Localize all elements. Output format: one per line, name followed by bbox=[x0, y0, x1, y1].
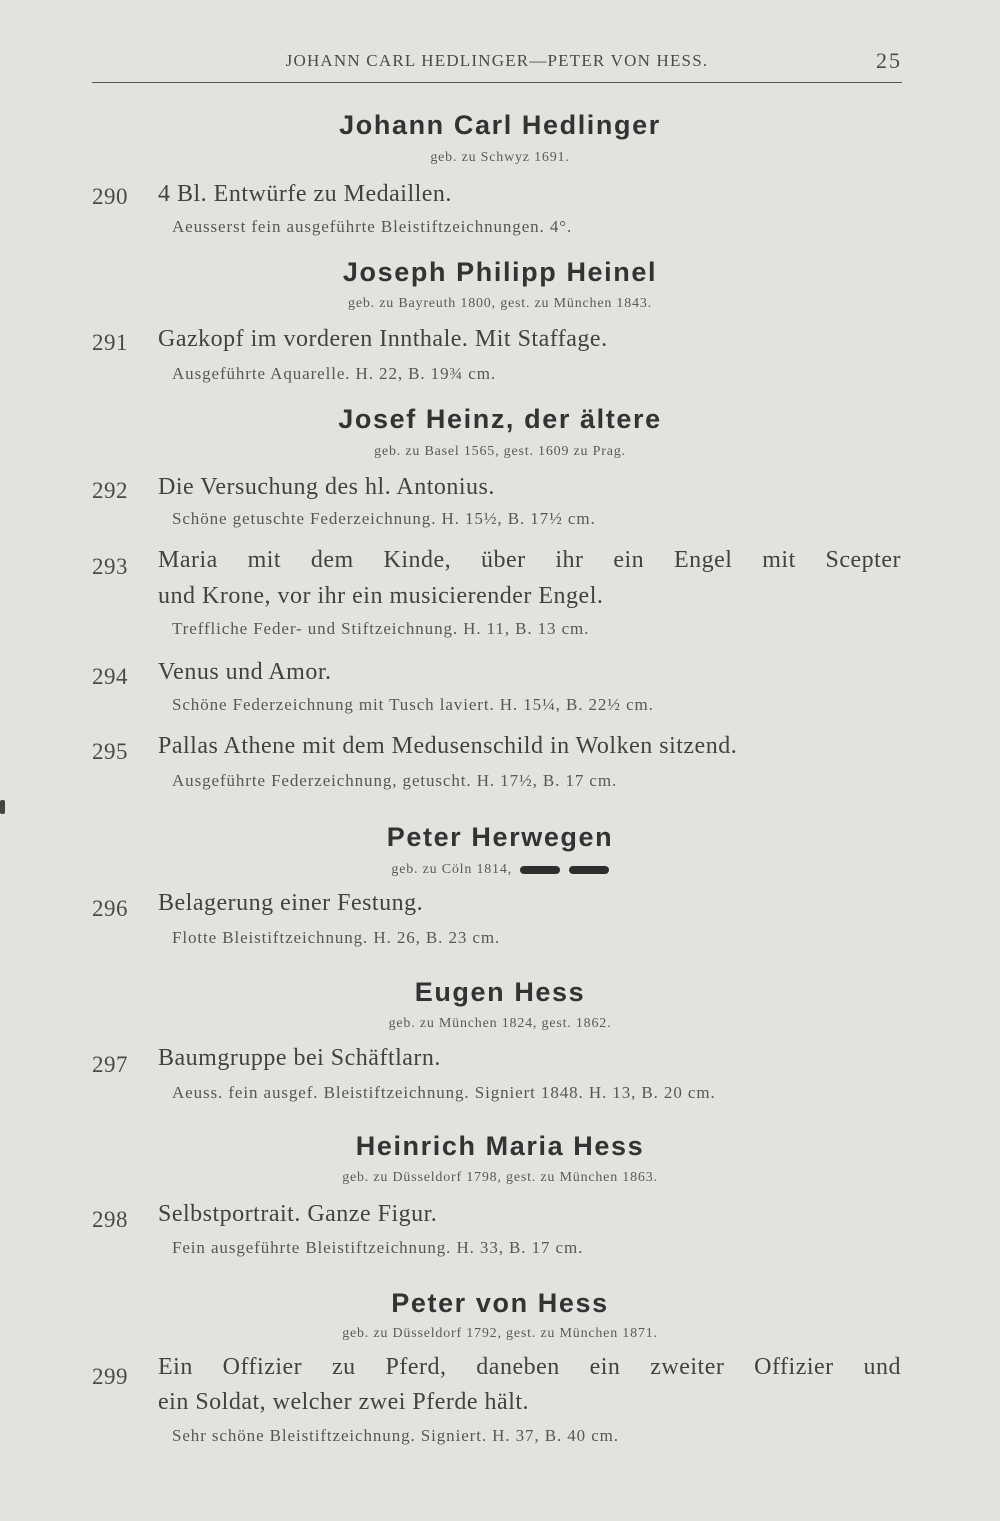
artist-heading: Eugen Hess bbox=[414, 977, 586, 1007]
lot-description: Schöne getuschte Federzeichnung. H. 15½, B. 17½ cm. bbox=[172, 509, 596, 528]
lot-description: Flotte Bleistiftzeichnung. H. 26, B. 23 cm. bbox=[172, 928, 501, 947]
artist-heading: Heinrich Maria Hess bbox=[355, 1131, 645, 1161]
artist-bio: geb. zu Düsseldorf 1798, gest. zu München 1863. bbox=[342, 1170, 658, 1185]
artist-heading: Peter von Hess bbox=[391, 1288, 609, 1318]
lot-number: 299 bbox=[92, 1364, 128, 1389]
lot-title-continued: ein Soldat, welcher zwei Pferde hält. bbox=[158, 1389, 530, 1415]
lot-number: 290 bbox=[92, 184, 128, 209]
artist-bio: geb. zu Cöln 1814, bbox=[391, 862, 512, 877]
artist-bio-row bbox=[100, 862, 900, 878]
lot-number: 296 bbox=[92, 896, 128, 921]
artist-bio: geb. zu Bayreuth 1800, gest. zu München 1843. bbox=[348, 296, 652, 311]
lot-description: Fein ausgeführte Bleistiftzeichnung. H. 33, B. 17 cm. bbox=[172, 1238, 584, 1257]
lot-title: 4 Bl. Entwürfe zu Medaillen. bbox=[158, 181, 452, 207]
lot-description: Aeusserst fein ausgeführte Bleistiftzeichnungen. 4°. bbox=[172, 217, 573, 236]
artist-bio: geb. zu Basel 1565, gest. 1609 zu Prag. bbox=[374, 444, 626, 459]
page-number: 25 bbox=[876, 48, 902, 73]
header-rule bbox=[92, 82, 902, 83]
lot-title: Belagerung einer Festung. bbox=[158, 890, 424, 916]
lot-title: Venus und Amor. bbox=[158, 659, 332, 685]
artist-heading: Peter Herwegen bbox=[386, 822, 614, 852]
lot-title: Baumgruppe bei Schäftlarn. bbox=[158, 1045, 441, 1071]
lot-title: Ein Offizier zu Pferd, daneben ein zweiter Offizier und bbox=[158, 1354, 901, 1380]
lot-number: 297 bbox=[92, 1052, 128, 1077]
lot-number: 292 bbox=[92, 478, 128, 503]
lot-title: Selbstportrait. Ganze Figur. bbox=[158, 1201, 438, 1227]
lot-description: Ausgeführte Federzeichnung, getuscht. H. 17½, B. 17 cm. bbox=[172, 771, 618, 790]
lot-description: Sehr schöne Bleistiftzeichnung. Signiert. H. 37, B. 40 cm. bbox=[172, 1426, 619, 1445]
margin-speck bbox=[0, 800, 5, 814]
lot-title-continued: und Krone, vor ihr ein musicierender Engel. bbox=[158, 583, 604, 609]
lot-description: Schöne Federzeichnung mit Tusch laviert. H. 15¼, B. 22½ cm. bbox=[172, 695, 654, 714]
artist-heading: Joseph Philipp Heinel bbox=[342, 257, 658, 287]
lot-title: Gazkopf im vorderen Innthale. Mit Staffage. bbox=[158, 326, 608, 352]
artist-bio: geb. zu Schwyz 1691. bbox=[430, 150, 570, 165]
lot-description: Ausgeführte Aquarelle. H. 22, B. 19¾ cm. bbox=[172, 364, 496, 383]
lot-number: 298 bbox=[92, 1207, 128, 1232]
lot-title: Pallas Athene mit dem Medusenschild in Wolken sitzend. bbox=[158, 733, 738, 759]
lot-description: Treffliche Feder- und Stiftzeichnung. H. 11, B. 13 cm. bbox=[172, 619, 590, 638]
lot-description: Aeuss. fein ausgef. Bleistiftzeichnung. Signiert 1848. H. 13, B. 20 cm. bbox=[172, 1083, 716, 1102]
lot-title: Maria mit dem Kinde, über ihr ein Engel mit Scepter bbox=[158, 547, 901, 573]
running-title: JOHANN CARL HEDLINGER—PETER VON HESS. bbox=[285, 51, 709, 70]
lot-number: 291 bbox=[92, 330, 128, 355]
lot-number: 294 bbox=[92, 664, 128, 689]
lot-title: Die Versuchung des hl. Antonius. bbox=[158, 474, 495, 500]
artist-bio: geb. zu Düsseldorf 1792, gest. zu München 1871. bbox=[342, 1326, 658, 1341]
redaction-mark bbox=[520, 866, 560, 874]
artist-bio: geb. zu München 1824, gest. 1862. bbox=[388, 1016, 612, 1031]
lot-number: 293 bbox=[92, 554, 128, 579]
artist-heading: Johann Carl Hedlinger bbox=[339, 110, 661, 140]
redaction-mark bbox=[569, 866, 609, 874]
lot-number: 295 bbox=[92, 739, 128, 764]
artist-heading: Josef Heinz, der ältere bbox=[338, 404, 662, 434]
